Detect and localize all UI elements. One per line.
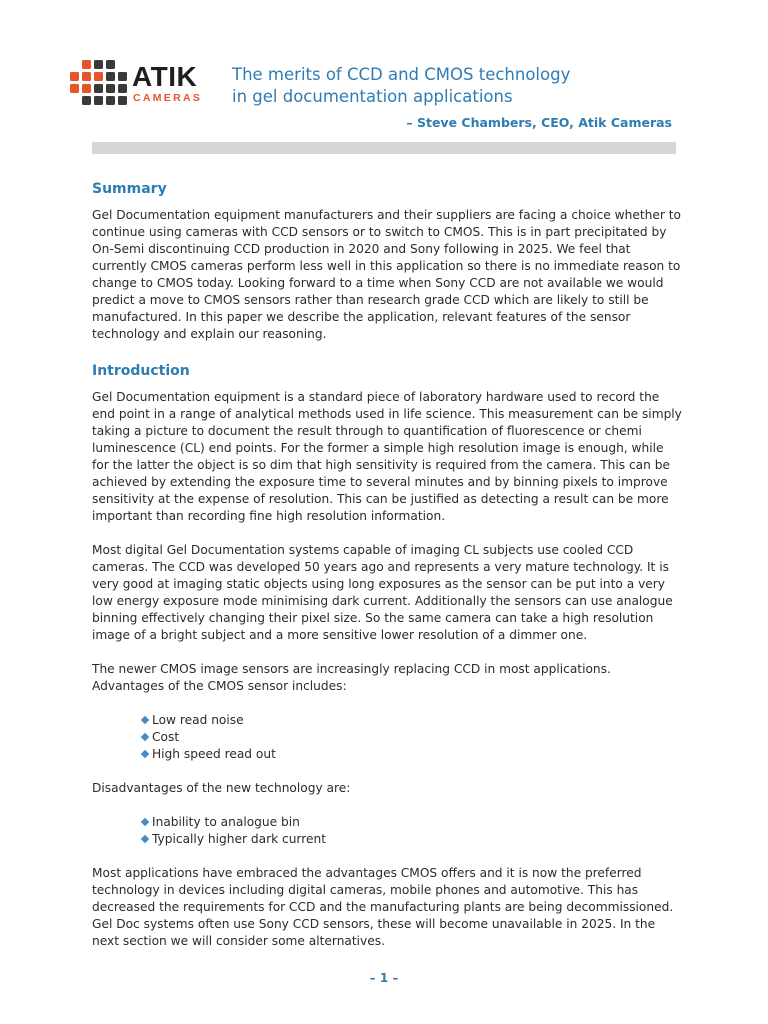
list-item: Low read noise xyxy=(142,712,682,729)
logo-subtitle: CAMERAS xyxy=(133,92,203,104)
introduction-heading: Introduction xyxy=(92,363,190,379)
page-number: – 1 – xyxy=(369,971,399,985)
title-line-1: The merits of CCD and CMOS technology xyxy=(232,65,571,84)
intro-paragraph-1: Gel Documentation equipment is a standard piece of laboratory hardware used to record the end point in a range of analytical methods used in life science. This measurement can be simply taking a picture to document the result through to quantification of fluorescence or chemi luminescence (CL) end points. For the former a simple high resolution image is enough, while for the latter the object is so dim that high sensitivity is required from the camera. This can be achieved by extending the exposure time to several minutes and by binning pixels to improve sensitivity at the expense of resolution. This can be justified as detecting a result can be more important than recording fine high resolution information. xyxy=(92,390,682,523)
list-item: Inability to analogue bin xyxy=(142,814,682,831)
document-title xyxy=(232,64,672,108)
summary-paragraph: Gel Documentation equipment manufacturers and their suppliers are facing a choice whether to continue using cameras with CCD sensors or to switch to CMOS. This is in part precipitated by On-Semi discontinuing CCD production in 2020 and Sony following in 2025. We feel that currently CMOS cameras perform less well in this application so there is no immediate reason to change to CMOS today. Looking forward to a time when Sony CCD are not available we would predict a move to CMOS sensors rather than research grade CCD which are likely to still be manufactured. In this paper we describe the application, relevant features of the sensor technology and explain our reasoning. xyxy=(92,208,681,341)
disadvantages-list xyxy=(92,814,682,848)
intro-paragraph-5: Most applications have embraced the advantages CMOS offers and it is now the preferred technology in devices including digital cameras, mobile phones and automotive. This has decreased the requirements for CCD and the manufacturing plants are being decommissioned. Gel Doc systems often use Sony CCD sensors, these will become unavailable in 2025. In the next section we will consider some alternatives. xyxy=(92,866,674,948)
logo-grid-icon xyxy=(70,60,130,105)
logo-wordmark: ATIK xyxy=(132,61,198,92)
list-item: High speed read out xyxy=(142,746,682,763)
atik-logo xyxy=(70,60,210,105)
advantages-list xyxy=(92,712,682,763)
intro-paragraph-4: Disadvantages of the new technology are: xyxy=(92,781,351,795)
summary-heading: Summary xyxy=(92,181,167,197)
intro-paragraph-2: Most digital Gel Documentation systems capable of imaging CL subjects use cooled CCD cameras. The CCD was developed 50 years ago and represents a very mature technology. It is very good at imaging static objects using long exposures as the sensor can be put into a very low energy exposure mode minimising dark current. Additionally the sensors can use analogue binning effectively changing their pixel size. So the same camera can take a high resolution image of a bright subject and a more sensitive lower resolution of a dimmer one. xyxy=(92,543,673,642)
list-item: Typically higher dark current xyxy=(142,831,682,848)
author-line: – Steve Chambers, CEO, Atik Cameras xyxy=(406,115,672,130)
title-line-2: in gel documentation applications xyxy=(232,87,513,106)
list-item: Cost xyxy=(142,729,682,746)
header-divider xyxy=(92,142,676,154)
intro-paragraph-3: The newer CMOS image sensors are increasingly replacing CCD in most applications. Advantages of the CMOS sensor includes: xyxy=(92,662,611,693)
document-body xyxy=(92,178,682,967)
